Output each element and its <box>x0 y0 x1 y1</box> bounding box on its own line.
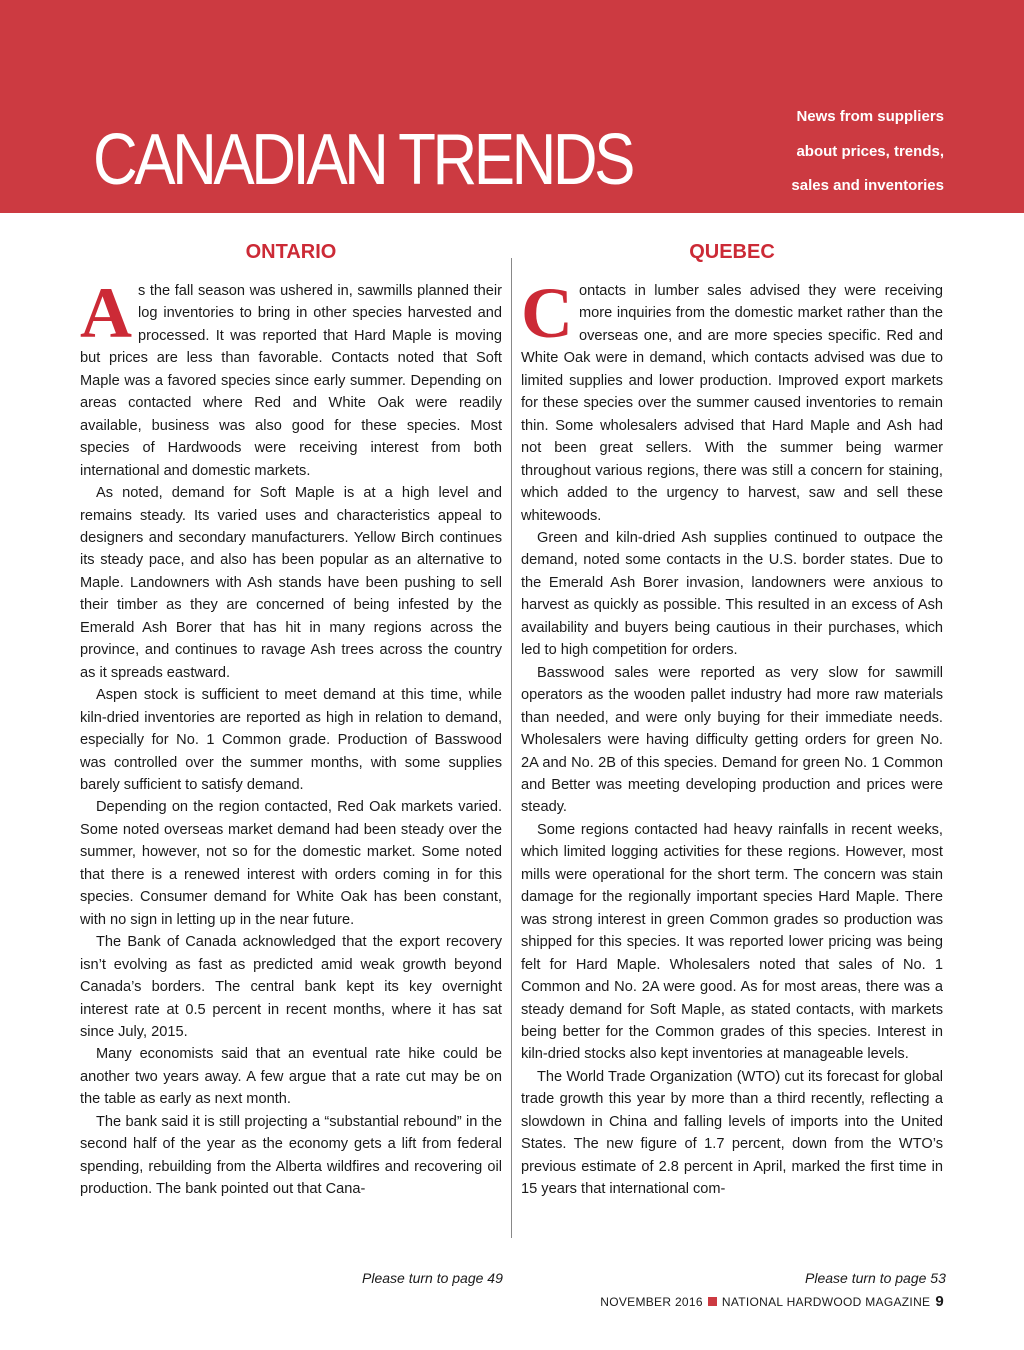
ontario-paragraph-1-text: s the fall season was ushered in, sawmills planned their log inventories to bring in other species harvested and processed. It was reported that Hard Maple is moving but prices are less than favorable. Contacts noted that Soft Maple was a favored species since early summer. Depending on areas contacted where Red and White Oak were readily available, business was also good for these species. Most species of Hardwoods were receiving interest from both international and domestic markets. <box>80 283 502 479</box>
quebec-paragraph-5: The World Trade Organization (WTO) cut its forecast for global trade growth this year by more than a third recently, reflecting a slowdown in China and falling levels of imports into the United States. The new figure of 1.7 percent, down from the WTO’s previous estimate of 2.8 percent in April, marked the first time in 15 years that international com- <box>521 1068 943 1198</box>
ontario-column <box>80 238 502 1201</box>
ontario-paragraph-6: Many economists said that an eventual rate hike could be another two years away. A few argue that a rate cut may be on the table as early as next month. <box>80 1046 502 1108</box>
quebec-continued-link[interactable]: Please turn to page 53 <box>805 1270 946 1286</box>
page-number: 9 <box>935 1293 944 1310</box>
tagline-line-3: sales and inventories <box>791 177 944 194</box>
square-bullet-icon <box>708 1297 717 1306</box>
ontario-continued-link[interactable]: Please turn to page 49 <box>362 1270 503 1286</box>
footer-issue: NOVEMBER 2016 <box>600 1294 703 1309</box>
tagline-line-1: News from suppliers <box>796 108 944 125</box>
footer-magazine: NATIONAL HARDWOOD MAGAZINE <box>721 1294 931 1309</box>
quebec-article <box>521 273 943 1201</box>
column-divider <box>511 258 512 1238</box>
quebec-column <box>521 238 943 1201</box>
header-banner <box>0 0 1024 213</box>
ontario-paragraph-3: Aspen stock is sufficient to meet demand at this time, while kiln-dried inventories are reported as high in relation to demand, especially for No. 1 Common grade. Production of Basswood was controlled over the summer months, with some supplies barely sufficient to satisfy demand. <box>80 687 502 793</box>
ontario-paragraph-1 <box>80 273 502 482</box>
ontario-paragraph-7: The bank said it is still projecting a “substantial rebound” in the second half of the year as the economy gets a lift from federal spending, rebuilding from the Alberta wildfires and recovering oil production. The bank pointed out that Cana- <box>80 1113 502 1198</box>
ontario-dropcap: A <box>80 273 132 353</box>
ontario-heading: ONTARIO <box>245 241 337 263</box>
tagline-line-2: about prices, trends, <box>796 142 944 160</box>
ontario-paragraph-5: The Bank of Canada acknowledged that the export recovery isn’t evolving as fast as predicted amid weak growth beyond Canada’s borders. The central bank kept its key overnight interest rate at 0.5 percent in recent months, where it has sat since July, 2015. <box>80 934 502 1040</box>
quebec-paragraph-1 <box>521 273 943 527</box>
quebec-dropcap: C <box>521 273 573 353</box>
section-title: CANADIAN TRENDS <box>93 120 633 200</box>
quebec-paragraph-4: Some regions contacted had heavy rainfalls in recent weeks, which limited logging activities for these regions. However, most mills were operational for the short term. The concern was stain damage for the regionally important species Hard Maple. There was strong interest in green Common grades so production was shipped for this species. It was reported lower pricing was being felt for Hard Maple. Wholesalers noted that sales of No. 1 Common and No. 2A were good. As for most areas, there was a steady demand for Soft Maple, as stated contacts, with markets being better for the Common grades of this species. Interest in kiln-dried stocks also kept inventories at manageable levels. <box>521 821 943 1063</box>
quebec-paragraph-1-text: ontacts in lumber sales advised they were receiving more inquiries from the domestic market rather than the overseas one, and are more species specific. Red and White Oak were in demand, which contacts advised was due to limited supplies and lower production. Improved export markets for these species over the summer caused inventories to remain thin. Some wholesalers advised that Hard Maple and Ash had not been great sellers. With the summer being warmer throughout various regions, there was still a concern for staining, which added to the urgency to harvest, saw and sell these whitewoods. <box>521 283 943 524</box>
quebec-heading: QUEBEC <box>689 241 775 263</box>
ontario-paragraph-2: As noted, demand for Soft Maple is at a high level and remains steady. Its varied uses and characteristics appeal to designers and secondary manufacturers. Yellow Birch continues its steady pace, and also has been popular as an alternative to Maple. Landowners with Ash stands have been pushing to sell their timber as they are concerned of being infested by the Emerald Ash Borer that has hit in many regions across the province, and continues to ravage Ash trees across the country as it spreads eastward. <box>80 485 502 681</box>
ontario-paragraph-4: Depending on the region contacted, Red Oak markets varied. Some noted overseas market demand had been steady over the summer, however, not so for the domestic market. Some noted that there is a renewed interest with orders coming in for this species. Consumer demand for White Oak has been constant, with no sign in letting up in the near future. <box>80 799 502 928</box>
quebec-paragraph-2: Green and kiln-dried Ash supplies continued to outpace the demand, noted some contacts in the U.S. border states. Due to the Emerald Ash Borer invasion, landowners were anxious to harvest as quickly as possible. This resulted in an excess of Ash availability and buyers being cautious in their purchases, which led to high competition for orders. <box>521 529 943 659</box>
page-footer <box>600 1293 944 1310</box>
ontario-article <box>80 273 502 1201</box>
section-tagline <box>644 100 944 204</box>
quebec-paragraph-3: Basswood sales were reported as very slow for sawmill operators as the wooden pallet industry had more raw materials than needed, and were only buying for their immediate needs. Wholesalers were having difficulty getting orders for green No. 2A and No. 2B of this species. Demand for green No. 1 Common and Better was meeting developing production and prices were steady. <box>521 664 943 816</box>
